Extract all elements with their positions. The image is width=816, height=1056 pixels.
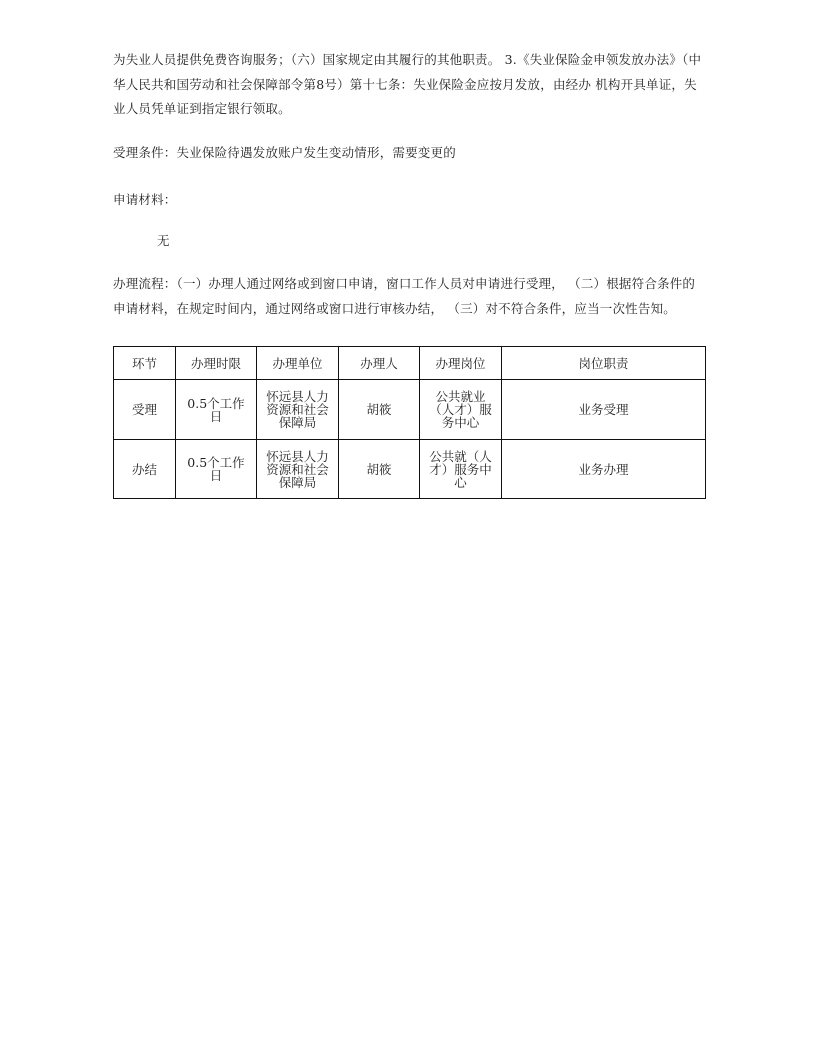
intro-paragraph: 为失业人员提供免费咨询服务；（六）国家规定由其履行的其他职责。 3.《失业保险金申领发放办法》（中华人民共和国劳动和社会保障部令第8号）第十七条：失业保险金应按月发放，由经办 机构开具单证，失业人员凭单证到指定银行领取。 bbox=[113, 52, 702, 116]
cell-duty: 业务办理 bbox=[502, 440, 706, 499]
acceptance-condition: 受理条件：失业保险待遇发放账户发生变动情形，需要变更的 bbox=[113, 144, 456, 160]
header-stage: 环节 bbox=[114, 347, 176, 380]
table-row bbox=[114, 440, 706, 499]
cell-unit: 怀远县人力资源和社会保障局 bbox=[257, 440, 339, 499]
cell-stage: 办结 bbox=[114, 440, 176, 499]
header-duty: 岗位职责 bbox=[502, 347, 706, 380]
cell-unit: 怀远县人力资源和社会保障局 bbox=[257, 380, 339, 440]
process-paragraph: 办理流程：（一）办理人通过网络或到窗口申请，窗口工作人员对申请进行受理， （二）根据符合条件的申请材料，在规定时间内，通过网络或窗口进行审核办结， （三）对不符合条件，应当一次性告知。 bbox=[113, 276, 696, 316]
cell-duty: 业务受理 bbox=[502, 380, 706, 440]
document-page bbox=[113, 48, 705, 321]
cell-time-limit: 0.5个工作日 bbox=[176, 440, 257, 499]
cell-stage: 受理 bbox=[114, 380, 176, 440]
materials-label: 申请材料： bbox=[113, 192, 177, 207]
cell-time-limit: 0.5个工作日 bbox=[176, 380, 257, 440]
table-row bbox=[114, 380, 706, 440]
header-time-limit: 办理时限 bbox=[176, 347, 257, 380]
header-unit: 办理单位 bbox=[257, 347, 339, 380]
cell-post: 公共就业（人才）服务中心 bbox=[420, 380, 502, 440]
header-handler: 办理人 bbox=[339, 347, 420, 380]
cell-handler: 胡筱 bbox=[339, 440, 420, 499]
table-header-row bbox=[114, 347, 706, 380]
cell-handler: 胡筱 bbox=[339, 380, 420, 440]
header-post: 办理岗位 bbox=[420, 347, 502, 380]
cell-post: 公共就（人才）服务中心 bbox=[420, 440, 502, 499]
materials-value: 无 bbox=[157, 232, 170, 248]
process-table bbox=[113, 346, 706, 499]
